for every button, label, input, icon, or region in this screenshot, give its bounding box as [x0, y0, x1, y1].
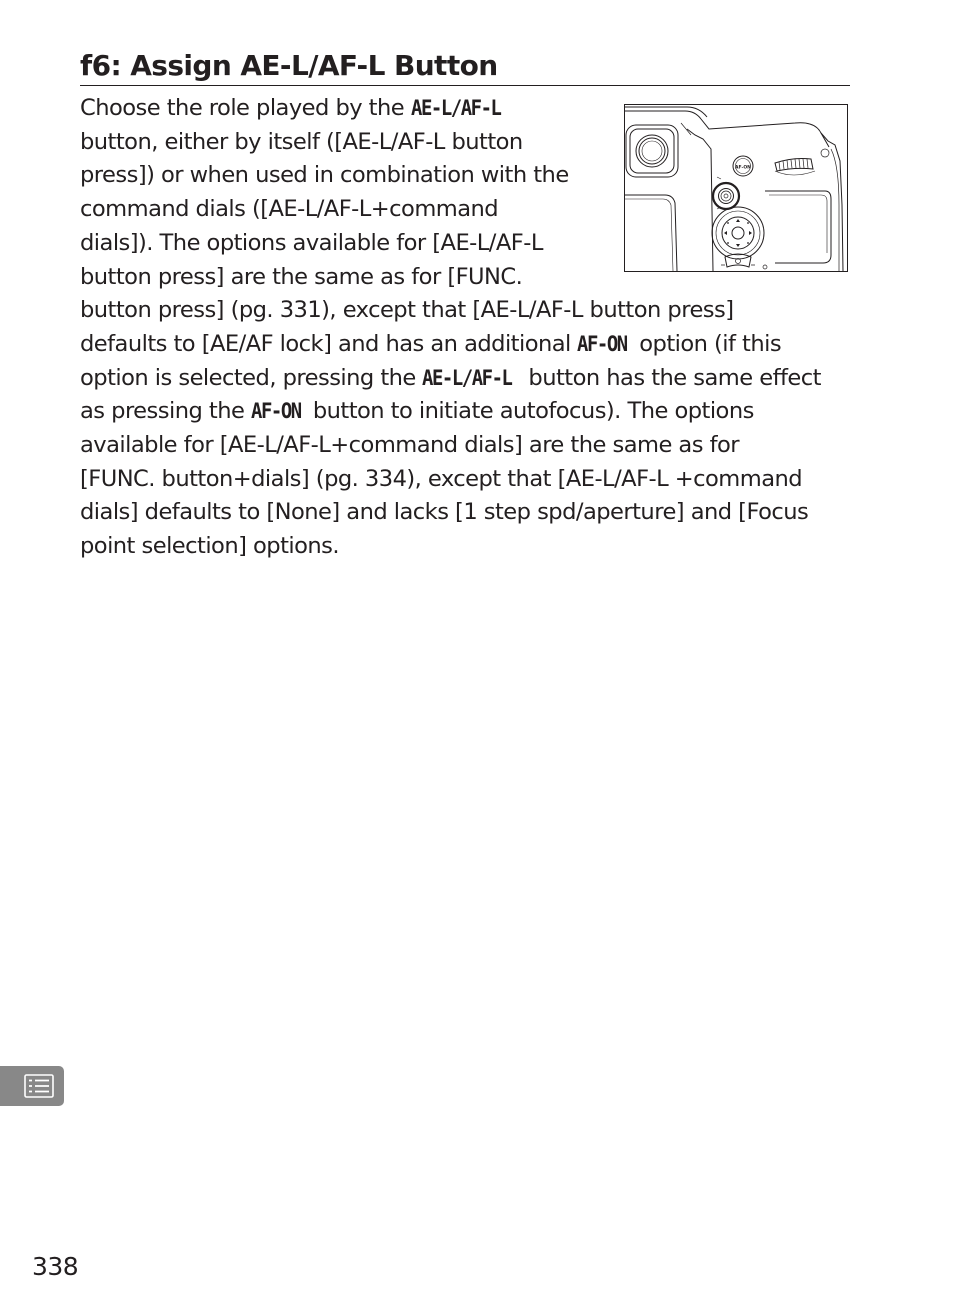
af-on-button-label: AF-ON	[577, 331, 628, 356]
page-number: 338	[32, 1252, 79, 1281]
custom-settings-menu-icon	[24, 1074, 54, 1098]
section-heading: f6: Assign AE-L/AF-L Button	[80, 47, 850, 86]
text-line: dials] defaults to [None] and lacks [1 step spd/aperture] and [Focus	[80, 499, 809, 526]
text-span: option is selected, pressing the	[80, 364, 423, 391]
text-line: button, either by itself ([AE-L/AF-L button	[80, 128, 523, 155]
viewfinder-eyepiece-icon	[626, 125, 678, 177]
af-on-button-icon	[733, 156, 753, 176]
text-line: available for [AE-L/AF-L+command dials] are the same as for	[80, 432, 739, 459]
text-line: point selection] options.	[80, 533, 339, 560]
main-command-dial-icon	[775, 159, 815, 176]
ae-l-af-l-button-label: AE-L/AF-L	[422, 365, 512, 390]
text-line: press]) or when used in combination with the	[80, 162, 569, 189]
ae-l-af-l-button-label: AE-L/AF-L	[410, 96, 501, 120]
text-line	[80, 362, 850, 396]
custom-settings-tab	[0, 1066, 64, 1106]
text-line	[80, 395, 850, 429]
text-span: defaults to [AE/AF lock] and has an additional	[80, 330, 578, 357]
text-span: button to initiate autofocus). The options	[306, 398, 754, 425]
text-span: button has the same effect	[521, 364, 821, 391]
text-line: button press] are the same as for [FUNC.	[80, 263, 523, 290]
text-line: command dials ([AE-L/AF-L+command	[80, 196, 499, 223]
text-line: [FUNC. button+dials] (pg. 334), except that [AE-L/AF-L +command	[80, 465, 803, 492]
text-line	[80, 328, 850, 362]
af-on-button-label: AF-ON	[250, 399, 301, 424]
camera-back-illustration	[624, 104, 848, 272]
text-span: option (if this	[632, 330, 782, 357]
af-on-callout-label: AF-ON	[735, 165, 751, 171]
text-span: as pressing the	[80, 398, 251, 425]
text-span: Choose the role played by the	[80, 95, 411, 121]
ae-l-af-l-button-icon	[713, 183, 739, 209]
multi-selector-icon	[712, 207, 764, 259]
text-line: dials]). The options available for [AE-L/AF-L	[80, 229, 543, 256]
text-line: button press] (pg. 331), except that [AE-L/AF-L button press]	[80, 297, 734, 324]
